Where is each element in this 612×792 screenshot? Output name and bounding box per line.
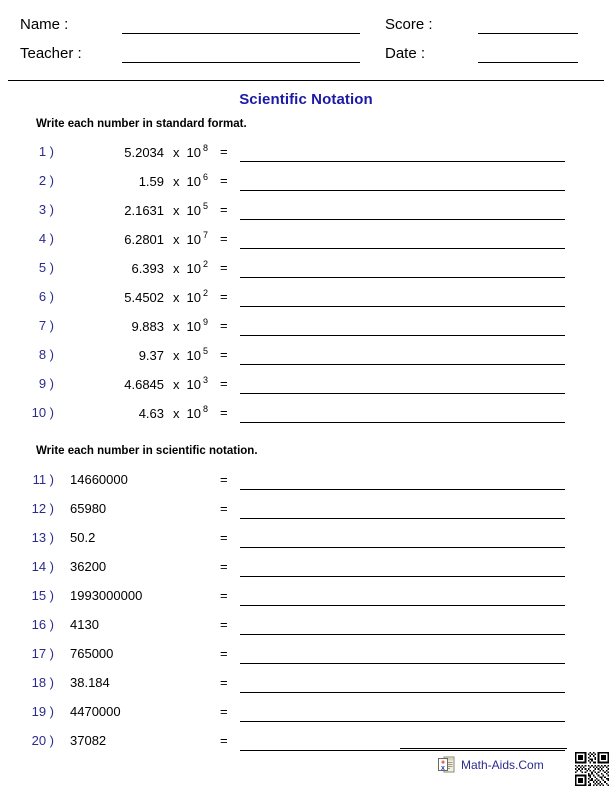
problem-number: 3 )	[38, 202, 54, 217]
equals-sign: =	[220, 173, 228, 188]
problem-row	[0, 285, 612, 314]
mantissa: 5.2034	[124, 145, 165, 161]
footer-divider	[400, 748, 567, 749]
problem-row	[0, 497, 612, 526]
problem-expression	[58, 231, 208, 247]
equals-sign: =	[220, 530, 228, 545]
problem-number: 9 )	[38, 376, 54, 391]
problem-expression	[58, 405, 208, 421]
problem-row	[0, 729, 612, 758]
name-field[interactable]	[122, 33, 360, 34]
problem-row	[0, 256, 612, 285]
exponent: 8	[202, 404, 208, 414]
mantissa: 2.1631	[124, 203, 165, 219]
exponent: 8	[202, 143, 208, 153]
problem-number: 5 )	[38, 260, 54, 275]
problem-number: 19 )	[31, 704, 54, 719]
problem-expression	[58, 144, 208, 160]
answer-blank[interactable]	[240, 277, 565, 278]
equals-sign: =	[220, 675, 228, 690]
problem-value: 765000	[70, 646, 114, 661]
multiplication-sign: x	[173, 290, 180, 306]
answer-blank[interactable]	[240, 335, 565, 336]
problem-value: 14660000	[70, 472, 128, 487]
problem-row	[0, 401, 612, 430]
base-ten: 10	[186, 348, 201, 364]
equals-sign: =	[220, 733, 228, 748]
problem-number: 7 )	[38, 318, 54, 333]
problem-number: 8 )	[38, 347, 54, 362]
answer-blank[interactable]	[240, 161, 565, 162]
svg-text:+: +	[440, 759, 446, 767]
date-field[interactable]	[478, 62, 578, 63]
base-ten: 10	[186, 232, 201, 248]
problem-expression	[58, 202, 208, 218]
exponent: 2	[202, 288, 208, 298]
name-label: Name :	[20, 16, 69, 33]
problem-expression	[58, 260, 208, 276]
problem-expression	[58, 376, 208, 392]
score-field[interactable]	[478, 33, 578, 34]
problem-row	[0, 468, 612, 497]
problem-number: 15 )	[31, 588, 54, 603]
problem-row	[0, 343, 612, 372]
worksheet-header	[0, 0, 612, 80]
problem-value: 1993000000	[70, 588, 143, 603]
base-ten: 10	[186, 377, 201, 393]
mantissa: 9.883	[131, 319, 165, 335]
problem-row	[0, 140, 612, 169]
answer-blank[interactable]	[240, 364, 565, 365]
equals-sign: =	[220, 704, 228, 719]
problem-number: 11 )	[32, 472, 54, 487]
equals-sign: =	[220, 347, 228, 362]
problem-number: 18 )	[31, 675, 54, 690]
answer-blank[interactable]	[240, 576, 565, 577]
spreadsheet-icon	[438, 756, 455, 773]
exponent: 6	[202, 172, 208, 182]
problem-row	[0, 555, 612, 584]
answer-blank[interactable]	[240, 518, 565, 519]
mantissa: 5.4502	[124, 290, 165, 306]
problem-expression	[58, 347, 208, 363]
answer-blank[interactable]	[240, 605, 565, 606]
problem-expression	[58, 289, 208, 305]
problem-number: 12 )	[31, 501, 54, 516]
exponent: 3	[202, 375, 208, 385]
problem-value: 4130	[70, 617, 99, 632]
problem-row	[0, 372, 612, 401]
problem-row	[0, 642, 612, 671]
answer-blank[interactable]	[240, 219, 565, 220]
problem-row	[0, 700, 612, 729]
exponent: 2	[202, 259, 208, 269]
equals-sign: =	[220, 588, 228, 603]
answer-blank[interactable]	[240, 489, 565, 490]
answer-blank[interactable]	[240, 306, 565, 307]
problem-value: 36200	[70, 559, 107, 574]
svg-text:x: x	[441, 764, 445, 772]
problem-row	[0, 671, 612, 700]
equals-sign: =	[220, 318, 228, 333]
problem-row	[0, 613, 612, 642]
footer-brand[interactable]	[438, 756, 544, 773]
problem-value: 38.184	[70, 675, 110, 690]
answer-blank[interactable]	[240, 750, 565, 751]
problem-row	[0, 584, 612, 613]
answer-blank[interactable]	[240, 248, 565, 249]
equals-sign: =	[220, 501, 228, 516]
answer-blank[interactable]	[240, 692, 565, 693]
base-ten: 10	[186, 290, 201, 306]
problem-number: 6 )	[38, 289, 54, 304]
multiplication-sign: x	[173, 232, 180, 248]
mantissa: 6.393	[131, 261, 165, 277]
equals-sign: =	[220, 260, 228, 275]
problem-row	[0, 169, 612, 198]
problem-number: 13 )	[31, 530, 54, 545]
mantissa: 1.59	[138, 174, 165, 190]
answer-blank[interactable]	[240, 634, 565, 635]
multiplication-sign: x	[173, 174, 180, 190]
exponent: 9	[202, 317, 208, 327]
problem-number: 2 )	[38, 173, 54, 188]
base-ten: 10	[186, 174, 201, 190]
multiplication-sign: x	[173, 348, 180, 364]
brand-label: Math-Aids.Com	[461, 757, 544, 772]
multiplication-sign: x	[173, 406, 180, 422]
mantissa: 4.6845	[124, 377, 165, 393]
answer-blank[interactable]	[240, 547, 565, 548]
problem-number: 14 )	[31, 559, 54, 574]
base-ten: 10	[186, 261, 201, 277]
equals-sign: =	[220, 231, 228, 246]
equals-sign: =	[220, 559, 228, 574]
answer-blank[interactable]	[240, 190, 565, 191]
problem-number: 4 )	[38, 231, 54, 246]
section-2-instruction: Write each number in scientific notation.	[36, 445, 258, 457]
qr-code	[575, 752, 609, 786]
date-label: Date :	[385, 45, 426, 62]
equals-sign: =	[220, 202, 228, 217]
answer-blank[interactable]	[240, 422, 565, 423]
base-ten: 10	[186, 203, 201, 219]
problem-row	[0, 227, 612, 256]
mantissa: 4.63	[138, 406, 165, 422]
equals-sign: =	[220, 472, 228, 487]
base-ten: 10	[186, 319, 201, 335]
multiplication-sign: x	[173, 203, 180, 219]
problem-value: 37082	[70, 733, 107, 748]
answer-blank[interactable]	[240, 663, 565, 664]
equals-sign: =	[220, 289, 228, 304]
problem-row	[0, 526, 612, 555]
header-divider	[8, 80, 604, 81]
answer-blank[interactable]	[240, 721, 565, 722]
problem-number: 20 )	[31, 733, 54, 748]
problem-value: 4470000	[70, 704, 121, 719]
multiplication-sign: x	[173, 261, 180, 277]
base-ten: 10	[186, 406, 201, 422]
problem-number: 1 )	[38, 144, 54, 159]
multiplication-sign: x	[173, 377, 180, 393]
exponent: 5	[202, 201, 208, 211]
mantissa: 9.37	[138, 348, 165, 364]
problem-row	[0, 314, 612, 343]
base-ten: 10	[186, 145, 201, 161]
score-label: Score :	[385, 16, 433, 33]
teacher-field[interactable]	[122, 62, 360, 63]
equals-sign: =	[220, 617, 228, 632]
problem-expression	[58, 318, 208, 334]
equals-sign: =	[220, 405, 228, 420]
multiplication-sign: x	[173, 319, 180, 335]
teacher-label: Teacher :	[20, 45, 82, 62]
problem-expression	[58, 173, 208, 189]
answer-blank[interactable]	[240, 393, 565, 394]
mantissa: 6.2801	[124, 232, 165, 248]
section-1-instruction: Write each number in standard format.	[36, 118, 247, 130]
equals-sign: =	[220, 646, 228, 661]
page-title: Scientific Notation	[239, 91, 373, 108]
exponent: 5	[202, 346, 208, 356]
equals-sign: =	[220, 376, 228, 391]
problem-value: 50.2	[70, 530, 96, 545]
multiplication-sign: x	[173, 145, 180, 161]
equals-sign: =	[220, 144, 228, 159]
problem-number: 10 )	[31, 405, 54, 420]
problem-row	[0, 198, 612, 227]
problem-value: 65980	[70, 501, 107, 516]
problem-number: 17 )	[31, 646, 54, 661]
problem-number: 16 )	[31, 617, 54, 632]
exponent: 7	[202, 230, 208, 240]
